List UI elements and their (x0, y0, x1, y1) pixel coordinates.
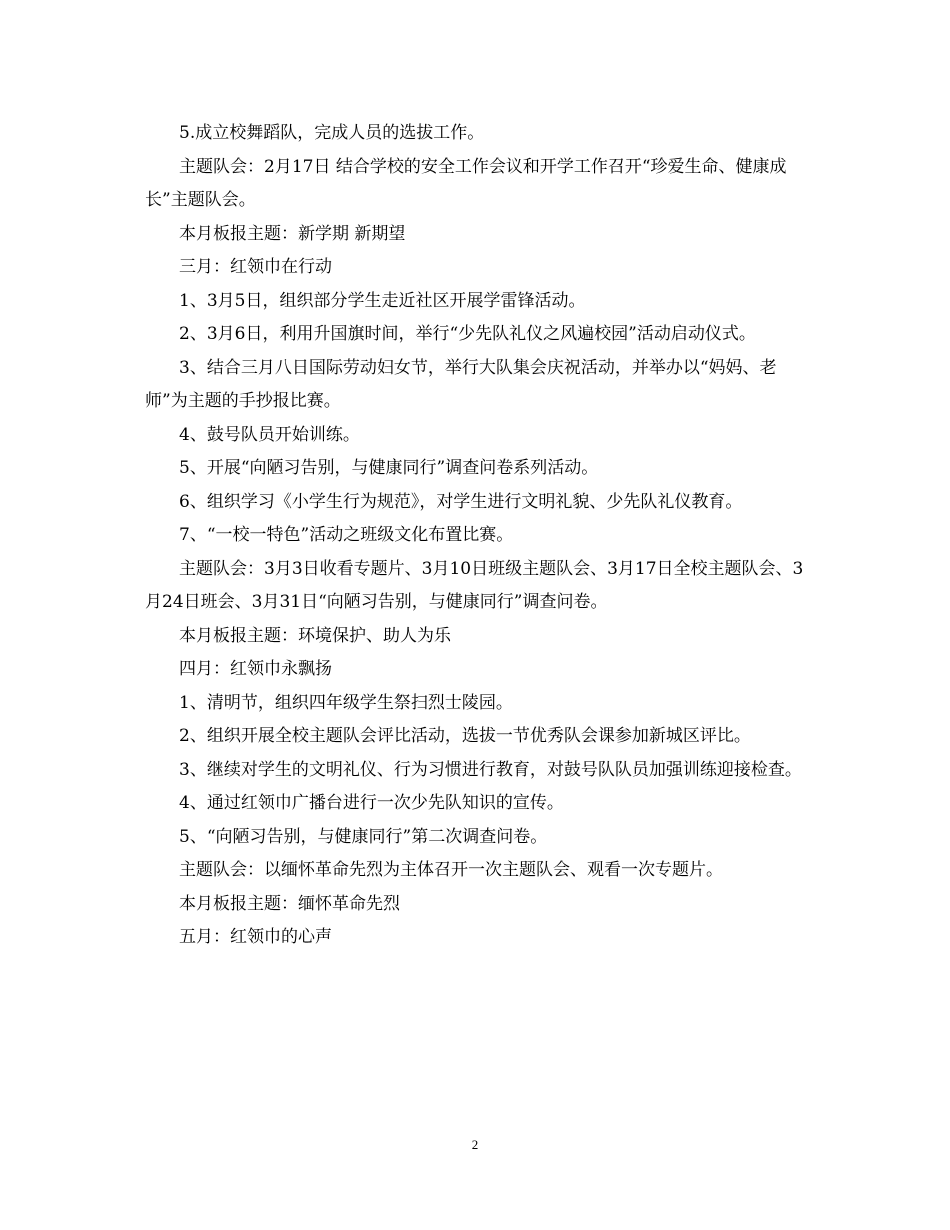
paragraph-march-team-meeting: 主题队会：3月3日收看专题片、3月10日班级主题队会、3月17日全校主题队会、3月24日班会、3月31日“向陋习告别，与健康同行”调查问卷。 (145, 558, 804, 612)
paragraph-feb-team-meeting: 主题队会：2月17日 结合学校的安全工作会议和开学工作召开“珍爱生命、健康成长”主题队会。 (145, 156, 787, 210)
document-body (145, 117, 810, 955)
paragraph-dance-team: 5.成立校舞蹈队，完成人员的选拔工作。 (179, 123, 485, 143)
paragraph-march-item-7: 7、“一校一特色”活动之班级文化布置比赛。 (179, 525, 514, 545)
paragraph-march-item-2: 2、3月6日，利用升国旗时间，举行“少先队礼仪之风遍校园”活动启动仪式。 (179, 324, 756, 344)
paragraph-march-item-1: 1、3月5日，组织部分学生走近社区开展学雷锋活动。 (179, 290, 586, 311)
heading-april: 四月：红领巾永飘扬 (179, 659, 332, 679)
paragraph-march-item-3: 3、结合三月八日国际劳动妇女节，举行大队集会庆祝活动，并举办以“妈妈、老师”为主题的手抄报比赛。 (145, 357, 777, 411)
heading-may: 五月：红领巾的心声 (179, 927, 332, 947)
heading-march: 三月：红领巾在行动 (179, 257, 332, 277)
paragraph-feb-board-theme: 本月板报主题：新学期 新期望 (179, 223, 406, 244)
paragraph-march-item-6: 6、组织学习《小学生行为规范》，对学生进行文明礼貌、少先队礼仪教育。 (179, 491, 743, 512)
paragraph-april-board-theme: 本月板报主题：缅怀革命先烈 (179, 893, 400, 914)
paragraph-april-team-meeting: 主题队会：以缅怀革命先烈为主体召开一次主题队会、观看一次专题片。 (179, 860, 723, 880)
paragraph-march-item-4: 4、鼓号队员开始训练。 (179, 424, 360, 445)
paragraph-march-item-5: 5、开展“向陋习告别，与健康同行”调查问卷系列活动。 (179, 458, 599, 478)
paragraph-april-item-1: 1、清明节，组织四年级学生祭扫烈士陵园。 (179, 692, 513, 713)
paragraph-april-item-2: 2、组织开展全校主题队会评比活动，选拔一节优秀队会课参加新城区评比。 (179, 726, 751, 746)
paragraph-april-item-3: 3、继续对学生的文明礼仪、行为习惯进行教育，对鼓号队队员加强训练迎接检查。 (179, 759, 802, 780)
page-number: 2 (471, 1137, 479, 1152)
paragraph-april-item-4: 4、通过红领巾广播台进行一次少先队知识的宣传。 (179, 793, 564, 813)
paragraph-april-item-5: 5、“向陋习告别，与健康同行”第二次调查问卷。 (179, 826, 548, 847)
paragraph-march-board-theme: 本月板报主题：环境保护、助人为乐 (179, 625, 451, 646)
